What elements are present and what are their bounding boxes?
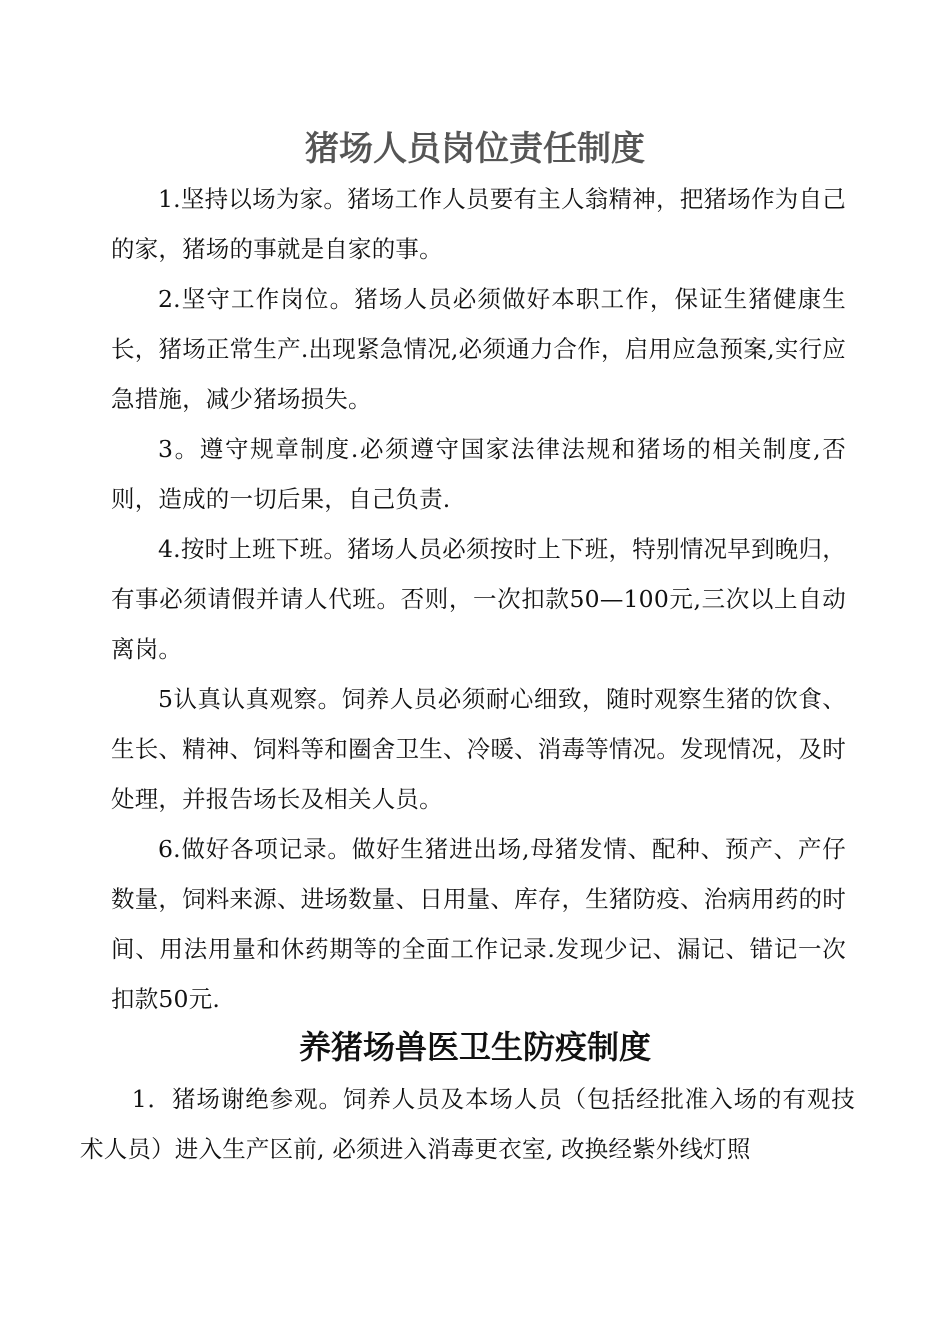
section-staff-duties: [111, 174, 846, 1024]
paragraph-3: 3。遵守规章制度.必须遵守国家法律法规和猪场的相关制度,否则，造成的一切后果，自己负责.: [111, 435, 846, 513]
paragraph-6: 6.做好各项记录。做好生猪进出场,母猪发情、配种、预产、产仔数量，饲料来源、进场数量、日用量、库存，生猪防疫、治病用药的时间、用法用量和休药期等的全面工作记录.发现少记、漏记、错记一次扣款50元.: [111, 835, 846, 1013]
paragraph-vet-1: 1．猪场谢绝参观。饲养人员及本场人员（包括经批准入场的有观技术人员）进入生产区前, 必须进入消毒更衣室, 改换经紫外线灯照: [80, 1085, 855, 1163]
paragraph-4: 4.按时上班下班。猪场人员必须按时上下班，特别情况早到晚归，有事必须请假并请人代班。否则，一次扣款50—100元,三次以上自动离岗。: [111, 535, 846, 663]
document-title-veterinary-hygiene: 养猪场兽医卫生防疫制度: [298, 1028, 651, 1066]
paragraph-2: 2.坚守工作岗位。猪场人员必须做好本职工作，保证生猪健康生长，猪场正常生产.出现紧急情况,必须通力合作，启用应急预案,实行应急措施，减少猪场损失。: [111, 285, 846, 413]
paragraph-5: 5认真认真观察。饲养人员必须耐心细致，随时观察生猪的饮食、生长、精神、饲料等和圈舍卫生、冷暖、消毒等情况。发现情况，及时处理，并报告场长及相关人员。: [111, 685, 846, 813]
document-title-staff-duties: 猪场人员岗位责任制度: [305, 129, 645, 169]
paragraph-1: 1.坚持以场为家。猪场工作人员要有主人翁精神，把猪场作为自己的家，猪场的事就是自家的事。: [111, 185, 846, 263]
section-veterinary-hygiene: [80, 1074, 855, 1174]
